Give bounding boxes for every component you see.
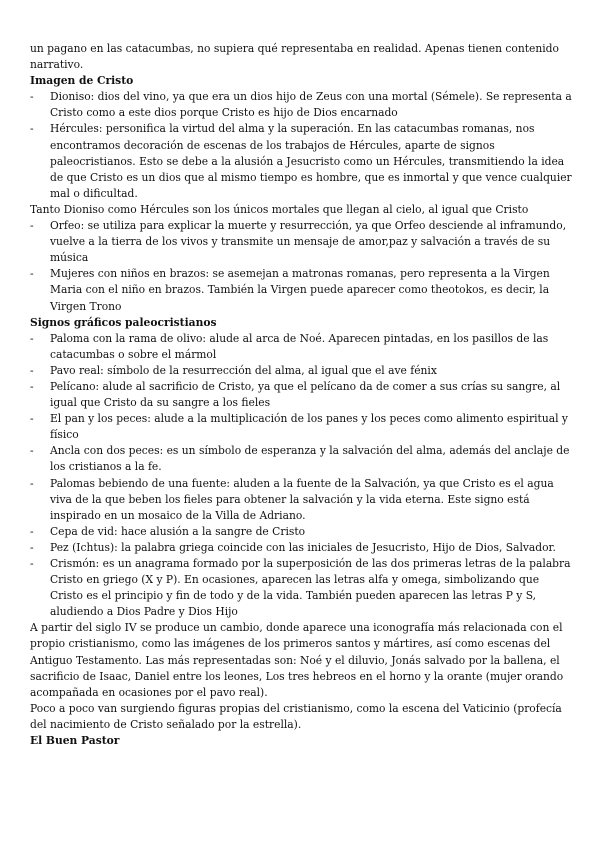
list-item: - El pan y los peces: alude a la multiplicación de los panes y los peces como alimento espiritual y físico (30, 411, 575, 443)
heading-imagen-de-cristo: Imagen de Cristo (30, 74, 134, 88)
heading-signos-graficos: Signos gráficos paleocristianos (30, 315, 217, 329)
list-item: - Mujeres con niños en brazos: se asemejan a matronas romanas, pero representa a la Virgen Maria con el niño en brazos. También la Virgen puede aparecer como theotokos, es decir, la Virgen Trono (30, 266, 575, 314)
list-item: - Pelícano: alude al sacrificio de Cristo, ya que el pelícano da de comer a sus crías su sangre, al igual que Cristo da su sangre a los fieles (30, 379, 575, 411)
list-item: - Cepa de vid: hace alusión a la sangre de Cristo (30, 524, 575, 540)
list-imagen-de-cristo-2 (30, 218, 575, 315)
list-item: - Pez (Ichtus): la palabra griega coincide con las iniciales de Jesucristo, Hijo de Dios, Salvador. (30, 540, 575, 556)
list-item: - Crismón: es un anagrama formado por la superposición de las dos primeras letras de la palabra Cristo en griego (X y P). En ocasiones, aparecen las letras alfa y omega, simbolizando que Cristo es el principio y fin de todo y de la vida. También pueden aparecen las letras P y S, aludiendo a Dios Padre y Dios Hijo (30, 556, 575, 620)
list-item: - Ancla con dos peces: es un símbolo de esperanza y la salvación del alma, además del anclaje de los cristianos a la fe. (30, 443, 575, 475)
list-imagen-de-cristo (30, 89, 575, 202)
list-signos-graficos (30, 331, 575, 621)
note-paragraph: Tanto Dioniso como Hércules son los únicos mortales que llegan al cielo, al igual que Cristo (30, 202, 529, 216)
body-paragraph: A partir del siglo IV se produce un cambio, donde aparece una iconografía más relacionada con el propio cristianismo, como las imágenes de los primeros santos y mártires, así como escenas del Antiguo Testamento. Las más representadas son: Noé y el diluvio, Jonás salvado por la ballena, el sacrificio de Isaac, Daniel entre los leones, Los tres hebreos en el horno y la orante (mujer orando acompañada en ocasiones por el pavo real). (30, 621, 564, 699)
list-item: - Dioniso: dios del vino, ya que era un dios hijo de Zeus con una mortal (Sémele). Se representa a Cristo como a este dios porque Cristo es hijo de Dios encarnado (30, 89, 575, 121)
list-item: - Palomas bebiendo de una fuente: aluden a la fuente de la Salvación, ya que Cristo es el agua viva de la que beben los fieles para obtener la salvación y la vida eterna. Este signo está inspirado en un mosaico de la Villa de Adriano. (30, 476, 575, 524)
list-item: - Pavo real: símbolo de la resurrección del alma, al igual que el ave fénix (30, 363, 575, 379)
body-paragraph: Poco a poco van surgiendo figuras propias del cristianismo, como la escena del Vaticinio (profecía del nacimiento de Cristo señalado por la estrella). (30, 701, 562, 731)
intro-paragraph: un pagano en las catacumbas, no supiera qué representaba en realidad. Apenas tienen contenido narrativo. (30, 42, 559, 72)
list-item: - Hércules: personifica la virtud del alma y la superación. En las catacumbas romanas, nos encontramos decoración de escenas de los trabajos de Hércules, aparte de signos paleocristianos. Esto se debe a la alusión a Jesucristo como un Hércules, transmitiendo la idea de que Cristo es un dios que al mismo tiempo es hombre, que es inmortal y que vence cualquier mal o dificultad. (30, 121, 575, 201)
list-item: - Orfeo: se utiliza para explicar la muerte y resurrección, ya que Orfeo desciende al inframundo, vuelve a la tierra de los vivos y transmite un mensaje de amor,paz y salvación a través de su música (30, 218, 575, 266)
document-page (30, 41, 575, 749)
list-item: - Paloma con la rama de olivo: alude al arca de Noé. Aparecen pintadas, en los pasillos de las catacumbas o sobre el mármol (30, 331, 575, 363)
heading-el-buen-pastor: El Buen Pastor (30, 734, 120, 748)
